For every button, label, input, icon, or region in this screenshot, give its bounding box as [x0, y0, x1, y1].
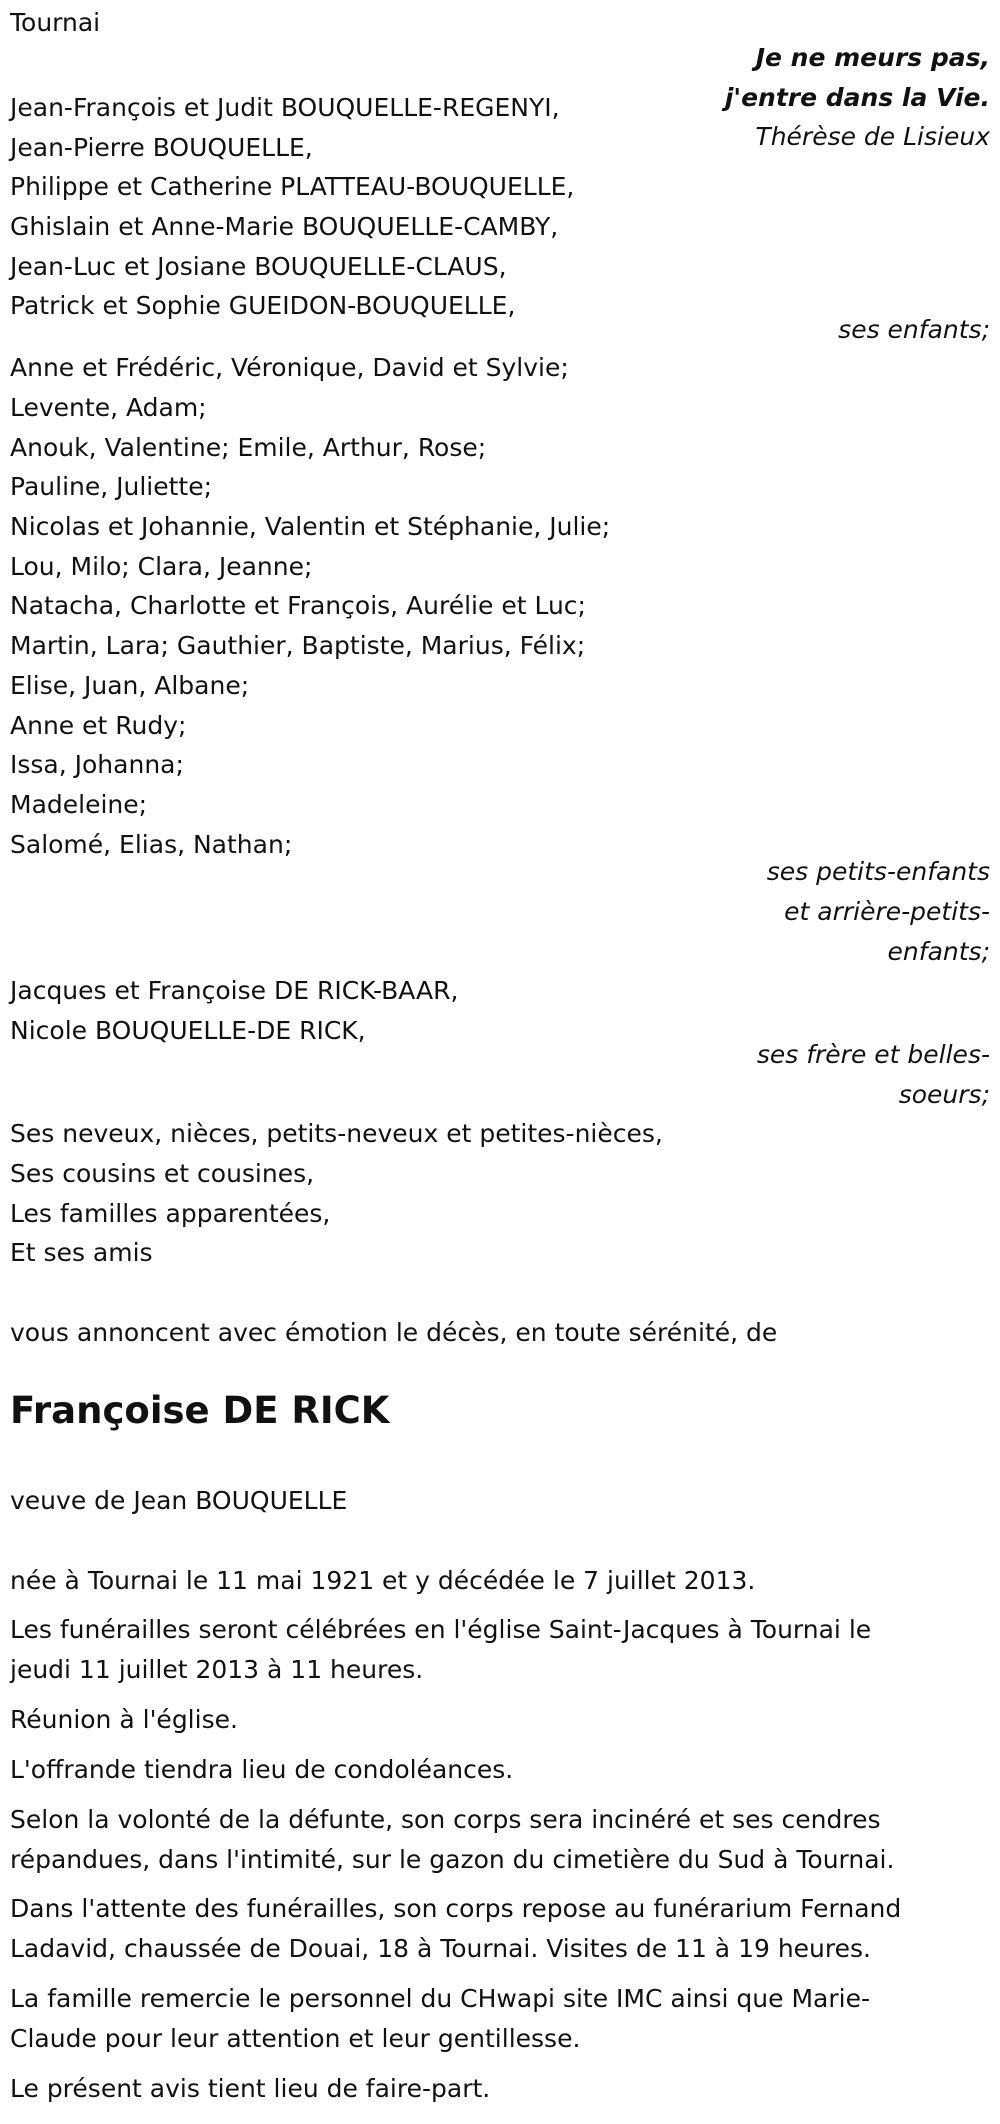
notice: Le présent avis tient lieu de faire-part.	[10, 2074, 491, 2103]
list-item: Les familles apparentées,	[10, 1199, 331, 1228]
list-item: Jean-Pierre BOUQUELLE,	[10, 133, 313, 162]
list-item: Et ses amis	[10, 1238, 153, 1267]
list-item: Ghislain et Anne-Marie BOUQUELLE-CAMBY,	[10, 212, 559, 241]
list-item: Jean-François et Judit BOUQUELLE-REGENYI,	[10, 93, 560, 122]
grandchildren-label-1: ses petits-enfants	[766, 857, 990, 886]
funerarium-line: Ladavid, chaussée de Douai, 18 à Tournai. Visites de 11 à 19 heures.	[10, 1934, 871, 1963]
offering: L'offrande tiendra lieu de condoléances.	[10, 1755, 514, 1784]
thanks-line: La famille remercie le personnel du CHwapi site IMC ainsi que Marie-	[10, 1984, 870, 2013]
city: Tournai	[10, 8, 101, 37]
funeral-line: jeudi 11 juillet 2013 à 11 heures.	[10, 1655, 424, 1684]
announcement: vous annoncent avec émotion le décès, en toute sérénité, de	[10, 1318, 778, 1347]
thanks-line: Claude pour leur attention et leur gentillesse.	[10, 2024, 581, 2053]
list-item: Jacques et Françoise DE RICK-BAAR,	[10, 976, 459, 1005]
list-item: Martin, Lara; Gauthier, Baptiste, Marius, Félix;	[10, 631, 586, 660]
siblings-label-2: soeurs;	[898, 1080, 990, 1109]
quote-author: Thérèse de Lisieux	[755, 122, 990, 151]
list-item: Levente, Adam;	[10, 393, 207, 422]
list-item: Ses neveux, nièces, petits-neveux et petites-nièces,	[10, 1119, 663, 1148]
deceased-name: Françoise DE RICK	[10, 1389, 390, 1432]
list-item: Anouk, Valentine; Emile, Arthur, Rose;	[10, 433, 487, 462]
list-item: Salomé, Elias, Nathan;	[10, 830, 293, 859]
siblings-label-1: ses frère et belles-	[756, 1040, 990, 1069]
cremation-line: répandues, dans l'intimité, sur le gazon du cimetière du Sud à Tournai.	[10, 1845, 895, 1874]
birth-death: née à Tournai le 11 mai 1921 et y décédée le 7 juillet 2013.	[10, 1566, 756, 1595]
list-item: Natacha, Charlotte et François, Aurélie et Luc;	[10, 591, 586, 620]
list-item: Ses cousins et cousines,	[10, 1159, 315, 1188]
list-item: Philippe et Catherine PLATTEAU-BOUQUELLE,	[10, 172, 575, 201]
list-item: Anne et Rudy;	[10, 711, 187, 740]
list-item: Jean-Luc et Josiane BOUQUELLE-CLAUS,	[10, 252, 507, 281]
quote-line-1: Je ne meurs pas,	[755, 43, 990, 72]
list-item: Issa, Johanna;	[10, 750, 184, 779]
list-item: Nicole BOUQUELLE-DE RICK,	[10, 1016, 366, 1045]
list-item: Pauline, Juliette;	[10, 472, 213, 501]
list-item: Anne et Frédéric, Véronique, David et Sylvie;	[10, 353, 569, 382]
funerarium-line: Dans l'attente des funérailles, son corps repose au funérarium Fernand	[10, 1894, 902, 1923]
list-item: Patrick et Sophie GUEIDON-BOUQUELLE,	[10, 291, 516, 320]
grandchildren-label-3: enfants;	[887, 937, 990, 966]
meeting: Réunion à l'église.	[10, 1705, 238, 1734]
grandchildren-label-2: et arrière-petits-	[784, 897, 990, 926]
cremation-line: Selon la volonté de la défunte, son corps sera inciné​ré et ses cendres	[10, 1805, 881, 1834]
list-item: Lou, Milo; Clara, Jeanne;	[10, 552, 313, 581]
funeral-line: Les funérailles seront célébrées en l'église Saint-Jacques à Tournai le	[10, 1615, 872, 1644]
children-label: ses enfants;	[838, 315, 990, 344]
list-item: Nicolas et Johannie, Valentin et Stéphanie, Julie;	[10, 512, 611, 541]
widow-of: veuve de Jean BOUQUELLE	[10, 1486, 348, 1515]
list-item: Madeleine;	[10, 790, 148, 819]
quote-line-2: j'entre dans la Vie.	[724, 83, 990, 112]
list-item: Elise, Juan, Albane;	[10, 671, 250, 700]
